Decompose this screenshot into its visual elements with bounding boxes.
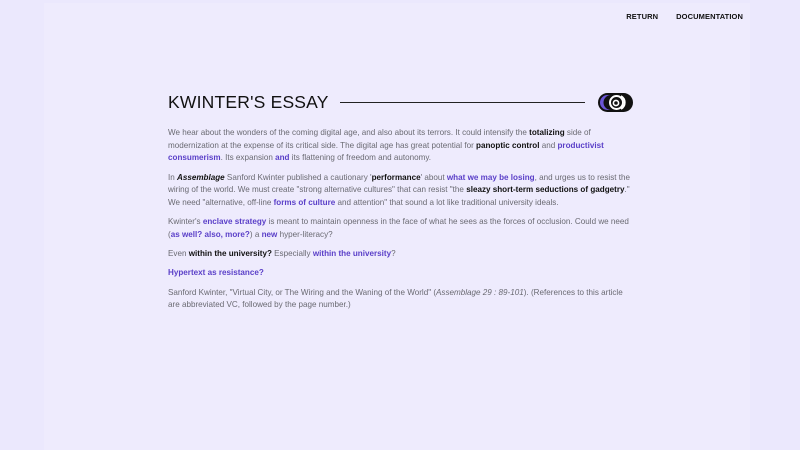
totalizing-term: totalizing (529, 128, 565, 137)
productivist-consumerism-link[interactable]: productivist consumerism (168, 140, 604, 163)
paragraph-3 (168, 216, 630, 241)
sleazy-seductions-term: sleazy short-term seductions of gadgetry (466, 185, 625, 195)
text: Especially (271, 249, 313, 259)
text: Sanford Kwinter, "Virtual City, or The Wiring and the Waning of the World" ( (168, 287, 437, 297)
performance-term: performance (371, 172, 421, 182)
text: is meant to maintain openness in the face of what he sees as the forces of occlusion. Could we need ( (168, 217, 629, 239)
text: hyper-literacy? (277, 229, 333, 239)
enclave-strategy-link[interactable]: enclave strategy (202, 217, 267, 227)
forms-of-culture-link[interactable]: forms of culture (273, 198, 336, 208)
title-divider (340, 102, 585, 103)
paragraph-5 (168, 267, 630, 280)
citation-paragraph (168, 287, 630, 312)
documentation-link[interactable]: DOCUMENTATION (676, 12, 743, 21)
assemblage-title: Assemblage (177, 172, 225, 182)
text: ). (References to this article are abbreviated VC, followed by the page number.) (168, 287, 623, 310)
text: Sanford Kwinter published a cautionary ' (224, 172, 372, 182)
text: We hear about the wonders of the coming digital age, and also about its terrors. It could intensify the (168, 128, 530, 137)
text: In (168, 172, 177, 182)
within-university-term: within the university? (188, 249, 272, 259)
what-we-may-be-losing-link[interactable]: what we may be losing (446, 172, 535, 182)
title-row (168, 90, 634, 114)
text: Kwinter's (168, 217, 203, 227)
paragraph-1 (168, 127, 630, 165)
within-the-university-link[interactable]: within the university (312, 249, 392, 259)
text: and (539, 140, 558, 150)
and-link[interactable]: and (275, 153, 290, 163)
paragraph-4 (168, 248, 630, 261)
text: ) a (249, 229, 262, 239)
top-nav (626, 12, 743, 21)
citation-source: Assemblage 29 : 89-101 (436, 287, 524, 297)
text: and attention" that sound a lot like traditional university ideals. (335, 198, 559, 208)
text: Even (168, 249, 189, 259)
return-link[interactable]: RETURN (626, 12, 659, 21)
text: . Its expansion (220, 153, 276, 163)
paragraph-2 (168, 172, 630, 210)
text: ' about (420, 172, 447, 182)
new-link[interactable]: new (261, 229, 278, 239)
as-well-link[interactable]: as well? also, more? (170, 229, 250, 239)
hypertext-as-resistance-link[interactable]: Hypertext as resistance? (168, 268, 264, 278)
text: ? (391, 249, 396, 259)
text: , and urges us to resist the wiring of the world. We must create "strong alternative cultures" that can resist "the (168, 172, 630, 195)
panoptic-control-term: panoptic control (476, 140, 540, 150)
text: its flattening of freedom and autonomy. (289, 153, 432, 163)
interlocked-rings-logo-icon[interactable] (597, 92, 634, 113)
page-title: KWINTER'S ESSAY (168, 91, 329, 112)
text: side of modernization at the expense of its critical side. The digital age has great potential for (168, 128, 591, 150)
essay-body (168, 127, 630, 318)
text: ." We need "alternative, off-line (168, 185, 630, 208)
